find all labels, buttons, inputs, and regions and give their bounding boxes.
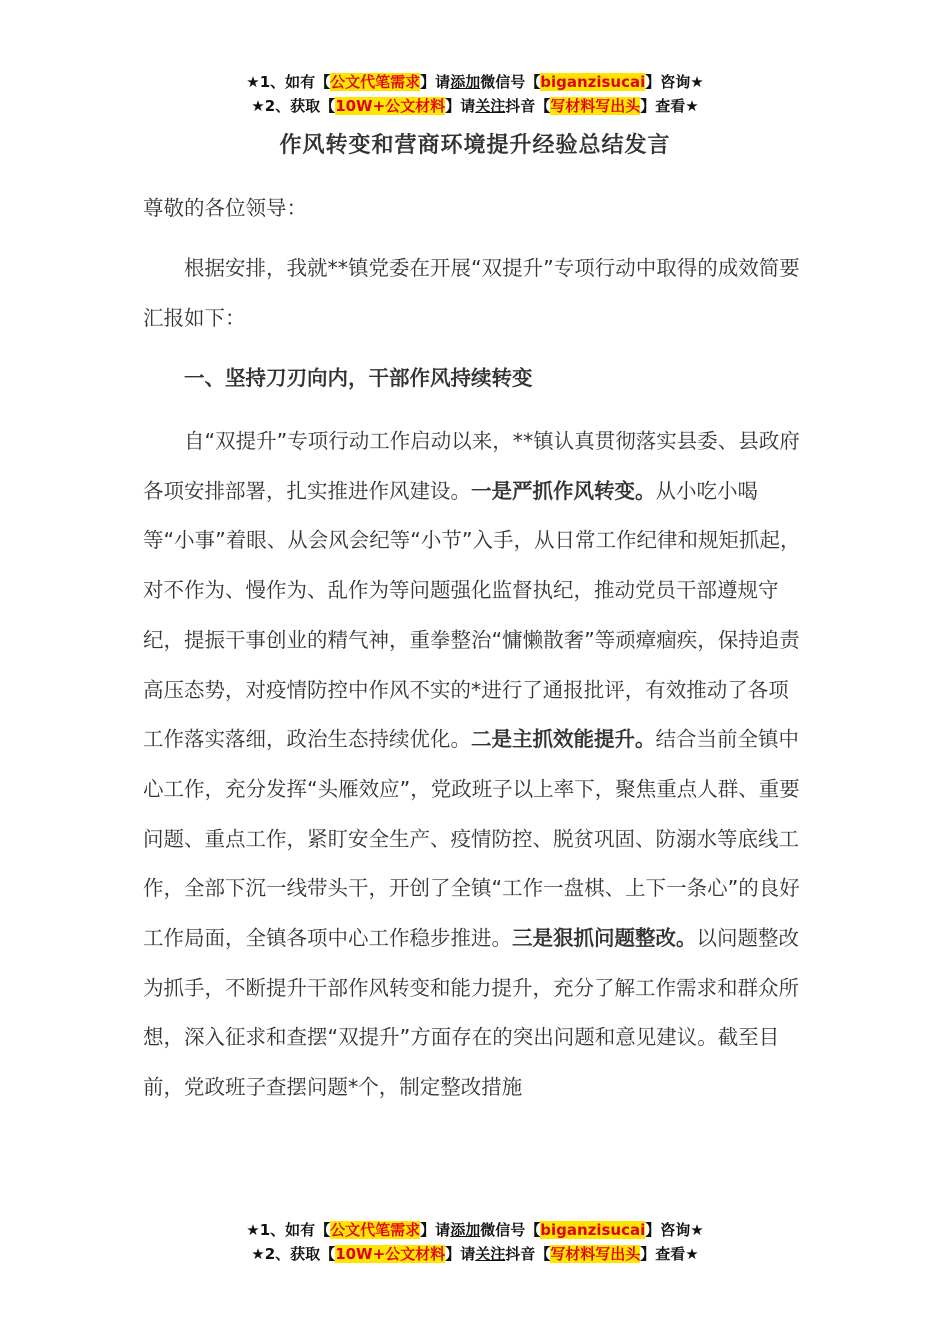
intro-text: 根据安排，我就**镇党委在开展“双提升”专项行动中取得的成效简要汇报如下： bbox=[143, 256, 800, 330]
footer-banner bbox=[0, 1218, 950, 1266]
section-1-heading: 一、坚持刀刃向内，干部作风持续转变 bbox=[184, 366, 533, 390]
highlight-douyin-account: 写材料写出头 bbox=[550, 97, 641, 115]
salutation-text: 尊敬的各位领导： bbox=[143, 196, 307, 220]
highlight-materials: 10W+公文材料 bbox=[335, 97, 446, 115]
intro-paragraph bbox=[143, 244, 808, 343]
banner-text: 微信号【 bbox=[480, 1221, 541, 1239]
highlight-service: 公文代笔需求 bbox=[330, 1221, 421, 1239]
banner-text: 抖音【 bbox=[505, 1245, 551, 1263]
salutation bbox=[143, 184, 808, 234]
banner-underline: 添加 bbox=[450, 1221, 481, 1239]
banner-text: 】咨询★ bbox=[645, 1221, 704, 1239]
para-text: 自“双提升”专项行动工作启动以来，**镇认真贯彻落实县委、县政府各项安排部署，扎实推进作风建设。 bbox=[143, 429, 800, 503]
banner-text: ★1、如有【 bbox=[246, 73, 331, 91]
banner-line-2 bbox=[0, 1242, 950, 1266]
highlight-materials: 10W+公文材料 bbox=[335, 1245, 446, 1263]
banner-text: 】请 bbox=[420, 1221, 451, 1239]
banner-text: ★1、如有【 bbox=[246, 1221, 331, 1239]
banner-underline: 添加 bbox=[450, 73, 481, 91]
point-2-heading: 二是主抓效能提升。 bbox=[471, 727, 656, 752]
highlight-wechat-id: biganzisucai bbox=[540, 1221, 646, 1239]
banner-text: ★2、获取【 bbox=[251, 1245, 336, 1263]
banner-text: 】查看★ bbox=[640, 97, 699, 115]
para-text: 结合当前全镇中心工作，充分发挥“头雁效应”，党政班子以上率下，聚焦重点人群、重要问题、重点工作，紧盯安全生产、疫情防控、脱贫巩固、防溺水等底线工作，全部下沉一线带头干，开创了全镇“工作一盘棋、上下一条心”的良好工作局面，全镇各项中心工作稳步推进。 bbox=[143, 727, 800, 951]
para-text: 以问题整改为抓手，不断提升干部作风转变和能力提升，充分了解工作需求和群众所想，深入征求和查摆“双提升”方面存在的突出问题和意见建议。截至目前，党政班子查摆问题*个，制定整改措施 bbox=[143, 926, 799, 1100]
banner-text: 】请 bbox=[445, 1245, 476, 1263]
header-banner bbox=[0, 70, 950, 118]
banner-line-2 bbox=[0, 94, 950, 118]
highlight-wechat-id: biganzisucai bbox=[540, 73, 646, 91]
point-3-heading: 三是狠抓问题整改。 bbox=[512, 926, 697, 951]
banner-text: ★2、获取【 bbox=[251, 97, 336, 115]
para-text: 从小吃小喝等“小事”着眼、从会风会纪等“小节”入手，从日常工作纪律和规矩抓起，对不作为、慢作为、乱作为等问题强化监督执纪，推动党员干部遵规守纪，提振干事创业的精气神，重拳整治“慵懒散奢”等顽瘴痼疾，保持追责高压态势，对疫情防控中作风不实的*进行了通报批评，有效推动了各项工作落实落细，政治生态持续优化。 bbox=[143, 478, 801, 752]
banner-text: 】请 bbox=[420, 73, 451, 91]
banner-text: 】咨询★ bbox=[645, 73, 704, 91]
highlight-service: 公文代笔需求 bbox=[330, 73, 421, 91]
banner-text: 抖音【 bbox=[505, 97, 551, 115]
body-paragraph bbox=[143, 417, 808, 1113]
banner-underline: 关注 bbox=[475, 97, 506, 115]
section-heading bbox=[143, 354, 808, 404]
banner-text: 】请 bbox=[445, 97, 476, 115]
banner-line-1 bbox=[0, 1218, 950, 1242]
document-title: 作风转变和营商环境提升经验总结发言 bbox=[279, 133, 671, 158]
banner-text: 微信号【 bbox=[480, 73, 541, 91]
paragraph-1 bbox=[143, 417, 808, 1113]
banner-text: 】查看★ bbox=[640, 1245, 699, 1263]
highlight-douyin-account: 写材料写出头 bbox=[550, 1245, 641, 1263]
point-1-heading: 一是严抓作风转变。 bbox=[471, 478, 656, 503]
banner-underline: 关注 bbox=[475, 1245, 506, 1263]
banner-line-1 bbox=[0, 70, 950, 94]
